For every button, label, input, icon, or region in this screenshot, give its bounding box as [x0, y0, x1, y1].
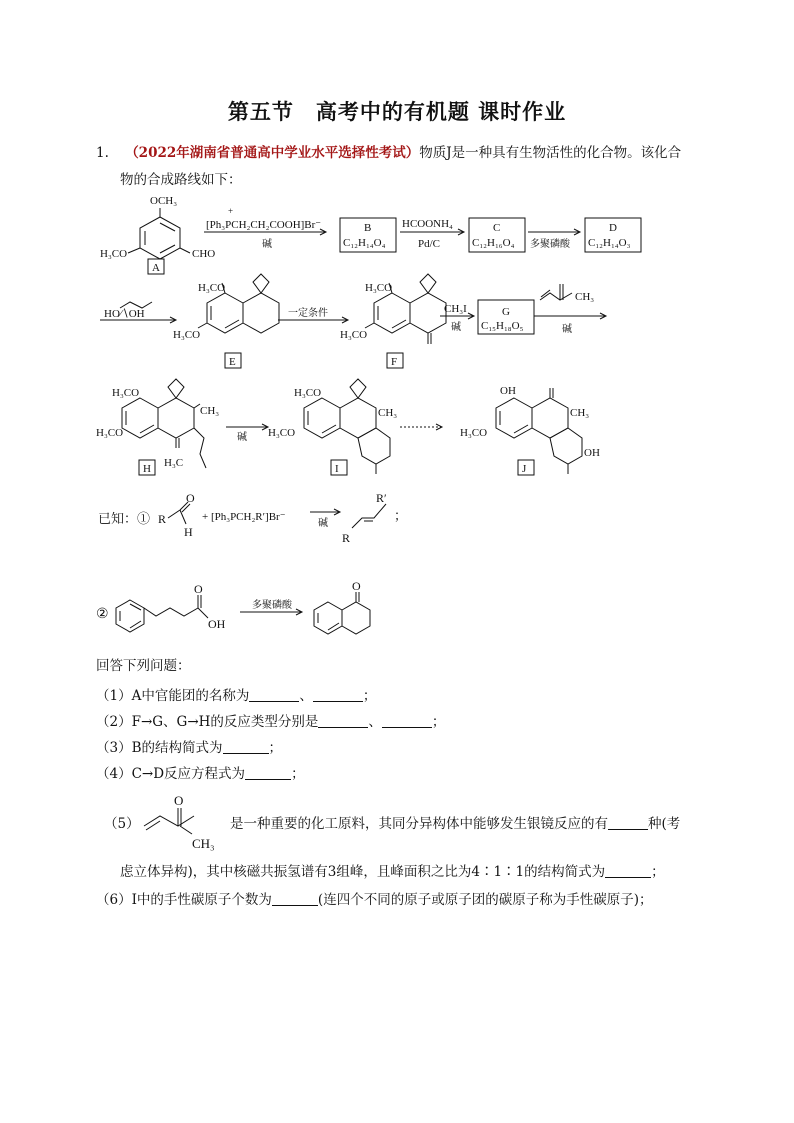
known-base: 碱	[318, 518, 328, 529]
J-label: J	[522, 463, 527, 475]
q2-text: （2）F→G、G→H的反应类型分别是	[96, 714, 319, 730]
D-formula: C₁₂H₁₄O₃	[588, 237, 631, 249]
known2-oh: OH	[208, 617, 226, 631]
known-r: R	[158, 512, 167, 526]
H-ome-top: H₃CO	[112, 387, 140, 399]
A-label: A	[152, 262, 160, 274]
r7-base: 碱	[562, 324, 572, 335]
known-tail: ；	[394, 508, 408, 523]
H-methyl: CH₃	[200, 405, 220, 417]
answer-blank[interactable]	[605, 863, 651, 878]
q1-sep: 、	[299, 688, 313, 704]
question-intro-line2: 物的合成路线如下：	[120, 172, 242, 188]
question-5-line1	[230, 814, 710, 834]
r2-reagent: HCOONH₄	[402, 218, 453, 230]
q1-text: （1）A中官能团的名称为	[96, 688, 250, 704]
question-4	[96, 764, 305, 784]
answer-blank[interactable]	[249, 687, 299, 702]
r4-reagent: HO∕∖OH	[104, 308, 145, 320]
q5-text-a: 是一种重要的化工原料，其同分异构体中能够发生银镜反应的有	[230, 816, 608, 832]
mvk-ch3: CH₃	[575, 291, 595, 303]
known-h: H	[184, 525, 193, 539]
known-reagent: + [Ph₃PCH₂R′]Br⁻	[202, 511, 286, 523]
B-formula: C₁₂H₁₄O₄	[343, 237, 386, 249]
H-side: H₃C	[164, 457, 184, 469]
known-prefix: 已知：①	[98, 511, 151, 526]
question-number: 1.	[96, 145, 109, 161]
q4-end: ；	[291, 766, 305, 782]
question-3	[96, 738, 282, 758]
synthesis-scheme	[0, 190, 794, 490]
r8-base: 碱	[237, 432, 247, 443]
A-ome-top: OCH₃	[150, 195, 178, 207]
r3-reagent: 多聚磷酸	[530, 239, 570, 250]
question-intro: 物质J是一种具有生物活性的化合物。该化合	[419, 145, 682, 161]
known-reactions	[0, 490, 794, 650]
known-r-prime: R′	[376, 491, 387, 505]
known2-o: O	[194, 582, 203, 596]
r6-reagent: CH₃I	[444, 303, 467, 315]
E-ome-left: H₃CO	[173, 329, 201, 341]
r5-condition: 一定条件	[288, 308, 328, 319]
r1-reagent: [Ph₃PCH₂CH₂COOH]Br⁻	[206, 219, 322, 231]
B-label: B	[364, 222, 372, 234]
answer-blank[interactable]	[223, 739, 269, 754]
A-cho: CHO	[192, 248, 216, 260]
I-ome-left: H₃CO	[268, 427, 296, 439]
G-formula: C₁₅H₁₈O₅	[481, 320, 524, 332]
F-ome-left: H₃CO	[340, 329, 368, 341]
answer-blank[interactable]	[245, 765, 291, 780]
q1-end: ；	[362, 688, 377, 704]
J-methyl: CH₃	[570, 407, 590, 419]
J-oh-top: OH	[500, 385, 516, 397]
q2-end: ；	[431, 714, 446, 730]
question-1-stem	[96, 143, 716, 163]
page-title: 第五节 高考中的有机题 课时作业	[227, 99, 567, 124]
I-methyl: CH₃	[378, 407, 398, 419]
r1-base: 碱	[262, 239, 272, 250]
q2-sep: 、	[368, 714, 382, 730]
E-ome-top: H₃CO	[198, 282, 226, 294]
question-2	[96, 712, 445, 732]
question-5-line2	[120, 862, 665, 882]
known2-cond: 多聚磷酸	[252, 600, 292, 611]
q6-text-a: （6）Ⅰ中的手性碳原子个数为	[96, 892, 272, 908]
q3-text: （3）B的结构简式为	[96, 740, 223, 756]
q6-text-b: (连四个不同的原子或原子团的碳原子称为手性碳原子)；	[317, 892, 653, 908]
J-oh-right: OH	[584, 447, 600, 459]
D-label: D	[609, 222, 617, 234]
H-ome-left: H₃CO	[96, 427, 124, 439]
A-ome-left: H₃CO	[100, 248, 128, 260]
answer-blank[interactable]	[382, 713, 432, 728]
F-label: F	[391, 356, 398, 368]
E-label: E	[229, 356, 236, 368]
q5-end: ；	[651, 864, 665, 880]
q4-text: （4）C→D反应方程式为	[96, 766, 246, 782]
answer-blank[interactable]	[608, 815, 648, 830]
known-r2: R	[342, 531, 351, 545]
C-label: C	[493, 222, 501, 234]
C-formula: C₁₂H₁₆O₄	[472, 237, 515, 249]
I-ome-top: H₃CO	[294, 387, 322, 399]
question-6	[96, 890, 652, 910]
r6-base: 碱	[451, 322, 461, 333]
q5-num: （5）	[104, 816, 140, 832]
q5-text-b: 种(考	[648, 816, 681, 832]
question-1	[96, 686, 376, 706]
J-ome-left: H₃CO	[460, 427, 488, 439]
mvk-structure	[140, 792, 230, 854]
q5-text-c: 虑立体异构)，其中核磁共振氢谱有3组峰，且峰面积之比为4∶1∶1的结构简式为	[120, 864, 606, 880]
I-label: I	[335, 463, 339, 475]
F-ome-top: H₃CO	[365, 282, 393, 294]
question-source: （2022年湖南省普通高中学业水平选择性考试）	[125, 145, 420, 161]
G-label: G	[502, 306, 510, 318]
answer-blank[interactable]	[272, 891, 318, 906]
q5-ch3: CH₃	[192, 836, 215, 851]
r1-plus: +	[228, 206, 234, 216]
questions-intro: 回答下列问题：	[96, 658, 191, 674]
q3-end: ；	[268, 740, 283, 756]
answer-blank[interactable]	[313, 687, 363, 702]
answer-blank[interactable]	[318, 713, 368, 728]
known2-prod-o: O	[352, 579, 361, 593]
r2-catalyst: Pd/C	[418, 238, 441, 250]
known-circle2: ②	[96, 607, 109, 622]
known-o: O	[186, 491, 195, 505]
H-label: H	[143, 463, 151, 475]
q5-o: O	[174, 793, 184, 808]
